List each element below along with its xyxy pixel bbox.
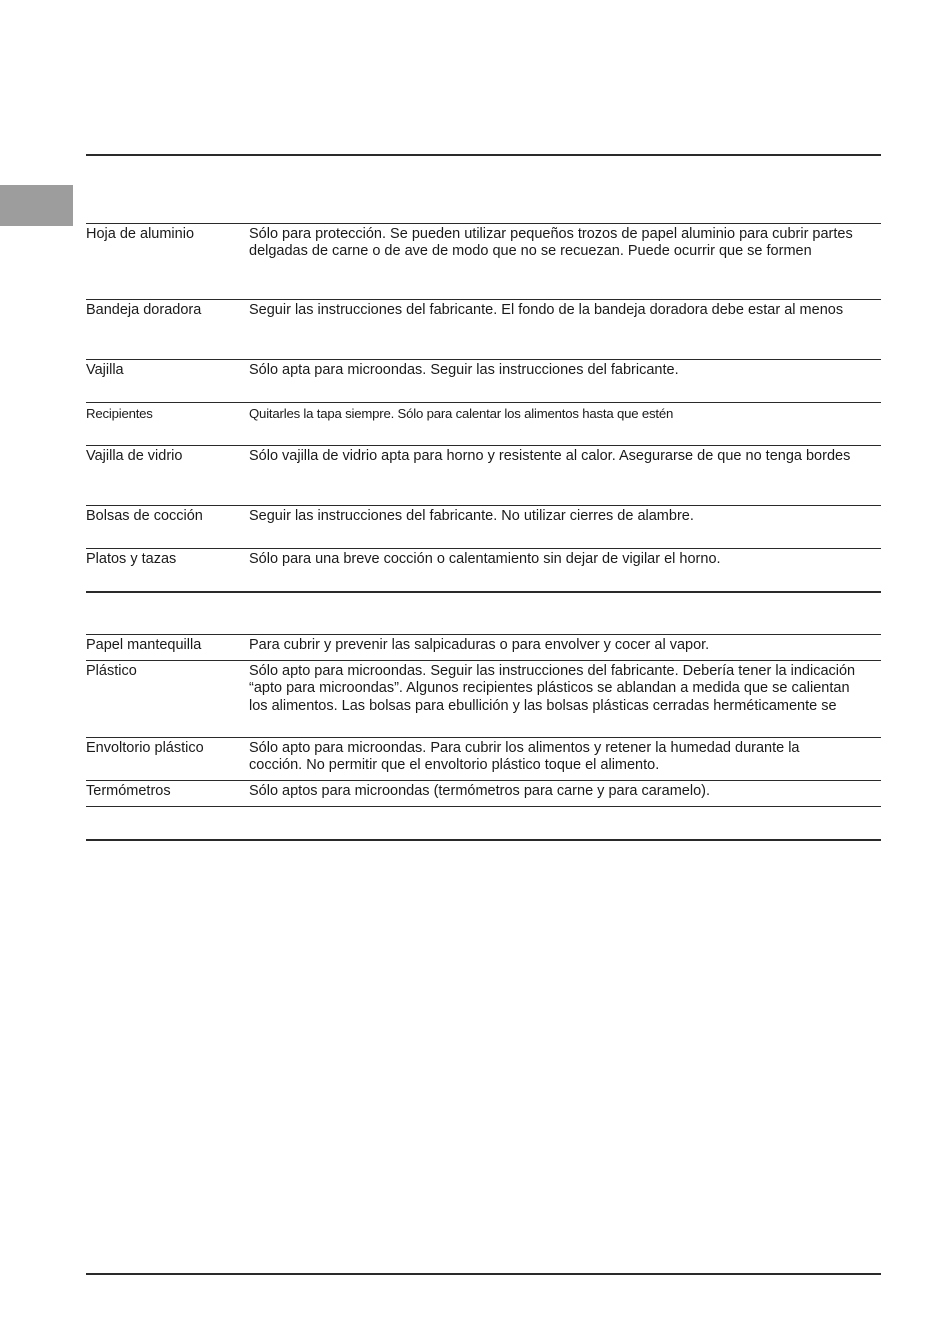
row-description <box>249 551 889 568</box>
row-divider <box>86 299 881 300</box>
description-line: Sólo apto para microondas. Seguir las instrucciones del fabricante. Debería tener la indicación <box>249 663 856 679</box>
row-description <box>249 783 889 800</box>
row-label: Envoltorio plástico <box>86 740 204 756</box>
description-line: delgadas de carne o de ave de modo que no se recuezan. Puede ocurrir que se formen <box>249 243 812 260</box>
description-line: Sólo vajilla de vidrio apta para horno y resistente al calor. Asegurarse de que no tenga bordes <box>249 448 851 464</box>
description-line: Sólo para una breve cocción o calentamiento sin dejar de vigilar el horno. <box>249 551 721 567</box>
row-label: Vajilla <box>86 362 124 378</box>
description-line: Sólo para protección. Se pueden utilizar pequeños trozos de papel aluminio para cubrir partes <box>249 226 853 242</box>
row-divider <box>86 445 881 446</box>
row-description <box>249 448 889 465</box>
row-divider <box>86 402 881 403</box>
row-label: Vajilla de vidrio <box>86 448 183 464</box>
row-description <box>249 740 889 775</box>
row-label: Recipientes <box>86 406 153 421</box>
description-line: cocción. No permitir que el envoltorio plástico toque el alimento. <box>249 757 660 774</box>
description-line: Para cubrir y prevenir las salpicaduras o para envolver y cocer al vapor. <box>249 637 710 653</box>
footer-rule <box>86 1273 881 1275</box>
row-divider <box>86 505 881 506</box>
description-line: Seguir las instrucciones del fabricante. El fondo de la bandeja doradora debe estar al menos <box>249 302 844 318</box>
description-line: Seguir las instrucciones del fabricante. No utilizar cierres de alambre. <box>249 508 694 524</box>
row-divider <box>86 548 881 549</box>
top-rule <box>86 154 881 156</box>
row-divider <box>86 737 881 738</box>
description-line: Sólo apto para microondas. Para cubrir los alimentos y retener la humedad durante la <box>249 740 800 756</box>
section-rule <box>86 591 881 593</box>
row-divider <box>86 359 881 360</box>
row-label: Papel mantequilla <box>86 637 202 653</box>
description-line: “apto para microondas”. Algunos recipientes plásticos se ablandan a medida que se calientan <box>249 680 850 697</box>
row-description <box>249 637 889 654</box>
row-description <box>249 226 889 261</box>
row-divider <box>86 660 881 661</box>
row-divider <box>86 634 881 635</box>
row-description <box>249 405 889 422</box>
row-divider <box>86 223 881 224</box>
row-label: Hoja de aluminio <box>86 226 195 242</box>
description-line: los alimentos. Las bolsas para ebullición y las bolsas plásticas cerradas herméticamente se <box>249 697 837 714</box>
description-line: Quitarles la tapa siempre. Sólo para calentar los alimentos hasta que estén <box>249 406 674 421</box>
description-line: Sólo aptos para microondas (termómetros para carne y para caramelo). <box>249 783 710 799</box>
row-label: Platos y tazas <box>86 551 177 567</box>
row-description <box>249 663 889 715</box>
row-label: Bolsas de cocción <box>86 508 203 524</box>
section-tab-marker <box>0 185 73 226</box>
row-divider <box>86 806 881 807</box>
row-description <box>249 362 889 379</box>
row-label: Plástico <box>86 663 137 679</box>
row-description <box>249 508 889 525</box>
row-label: Bandeja doradora <box>86 302 202 318</box>
row-label: Termómetros <box>86 783 171 799</box>
row-divider <box>86 780 881 781</box>
description-line: Sólo apta para microondas. Seguir las instrucciones del fabricante. <box>249 362 679 378</box>
table-bottom-rule <box>86 839 881 841</box>
row-description <box>249 302 889 319</box>
